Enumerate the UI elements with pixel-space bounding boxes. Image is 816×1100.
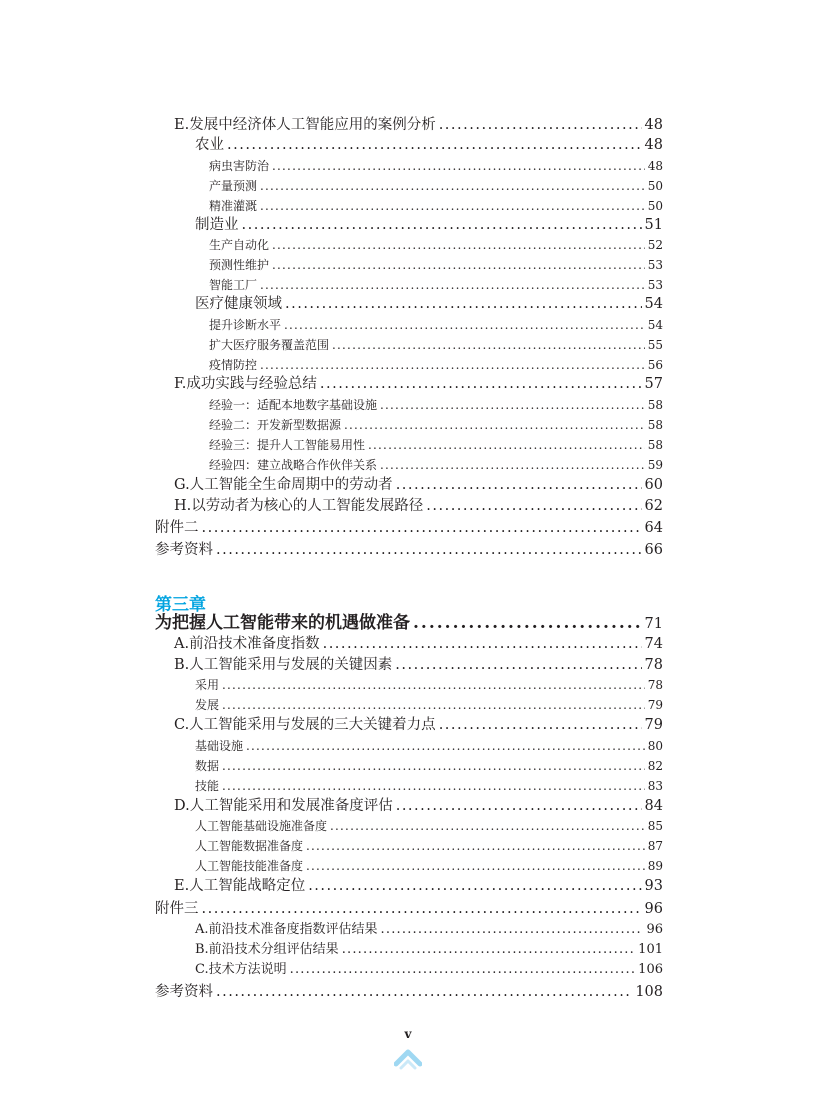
toc-entry-title: E.人工智能战略定位: [174, 878, 306, 894]
toc-leader: [342, 942, 635, 958]
toc-entry[interactable]: [195, 678, 663, 692]
chapter-title-entry[interactable]: [155, 613, 663, 633]
toc-entry-page: 58: [647, 438, 663, 452]
toc-entry[interactable]: [155, 542, 663, 559]
toc-entry[interactable]: [195, 217, 663, 234]
toc-leader: [368, 438, 645, 452]
toc-entry-page: 82: [647, 759, 663, 773]
toc-entry-page: 58: [647, 418, 663, 432]
toc-entry-title: 基础设施: [195, 739, 244, 753]
toc-entry-page: 108: [635, 984, 663, 1000]
toc-entry-page: 89: [647, 859, 663, 873]
toc-leader: [439, 717, 642, 734]
toc-entry-page: 74: [644, 636, 663, 652]
chapter-title: 为把握人工智能带来的机遇做准备: [155, 613, 410, 633]
toc-entry-title: C.人工智能采用与发展的三大关键着力点: [174, 717, 436, 733]
toc-leader: [284, 318, 645, 332]
toc-entry-title: 智能工厂: [209, 278, 258, 292]
toc-leader: [285, 296, 642, 313]
toc-entry[interactable]: [209, 458, 663, 472]
toc-entry[interactable]: [174, 636, 663, 653]
toc-leader: [242, 217, 642, 234]
toc-leader: [320, 376, 642, 393]
toc-entry-page: 84: [644, 798, 663, 814]
toc-entry-title: 扩大医疗服务覆盖范围: [209, 338, 330, 352]
toc-entry[interactable]: [155, 901, 663, 918]
toc-leader: [413, 613, 642, 633]
toc-entry-page: 62: [644, 498, 663, 514]
toc-entry-page: 55: [647, 338, 663, 352]
toc-entry-title: 发展: [195, 698, 220, 712]
toc-leader: [330, 819, 645, 833]
toc-entry-title: 附件三: [155, 901, 199, 917]
toc-entry-title: A.前沿技术准备度指数评估结果: [195, 922, 378, 937]
toc-entry-title: 农业: [195, 137, 224, 153]
toc-entry[interactable]: [174, 878, 663, 895]
toc-leader: [426, 498, 641, 515]
toc-entry[interactable]: [209, 159, 663, 173]
toc-leader: [202, 520, 642, 537]
toc-leader: [216, 542, 642, 559]
toc-entry-page: 80: [647, 739, 663, 753]
toc-leader: [396, 477, 642, 494]
toc-entry-title: 数据: [195, 759, 220, 773]
toc-entry-page: 54: [647, 318, 663, 332]
toc-entry-title: B.前沿技术分组评估结果: [195, 942, 339, 957]
toc-entry-page: 56: [647, 358, 663, 372]
toc-entry[interactable]: [209, 278, 663, 292]
toc-entry-title: 制造业: [195, 217, 239, 233]
page-number: v: [404, 1027, 412, 1041]
toc-leader: [344, 418, 645, 432]
toc-leader: [216, 984, 632, 1001]
toc-entry[interactable]: [195, 859, 663, 873]
toc-entry[interactable]: [195, 739, 663, 753]
toc-entry-title: 疫情防控: [209, 358, 258, 372]
toc-leader: [260, 199, 645, 213]
toc-leader: [260, 179, 645, 193]
toc-entry-page: 106: [638, 962, 663, 977]
toc-entry-title: 附件二: [155, 520, 199, 536]
toc-entry-page: 58: [647, 398, 663, 412]
toc-entry-title: 人工智能基础设施准备度: [195, 819, 328, 833]
toc-entry-page: 93: [644, 878, 663, 894]
toc-leader: [290, 962, 636, 978]
toc-entry[interactable]: [195, 839, 663, 853]
toc-entry-page: 53: [647, 278, 663, 292]
toc-entry-page: 51: [644, 217, 663, 233]
toc-entry[interactable]: [174, 477, 663, 494]
toc-entry[interactable]: [174, 498, 663, 515]
toc-entry-title: 生产自动化: [209, 238, 270, 252]
toc-entry-title: 病虫害防治: [209, 159, 270, 173]
toc-entry[interactable]: [195, 962, 663, 978]
toc-entry[interactable]: [209, 438, 663, 452]
toc-leader: [332, 338, 645, 352]
toc-entry[interactable]: [195, 296, 663, 313]
toc-leader: [260, 278, 645, 292]
toc-entry-page: 78: [644, 657, 663, 673]
toc-entry-page: 57: [644, 376, 663, 392]
toc-entry-page: 66: [644, 542, 663, 558]
toc-entry[interactable]: [174, 717, 663, 734]
toc-entry-title: 采用: [195, 678, 220, 692]
toc-entry-page: 79: [647, 698, 663, 712]
toc-leader: [272, 258, 645, 272]
toc-entry-title: 经验四：建立战略合作伙伴关系: [209, 458, 378, 472]
toc-entry-page: 60: [644, 477, 663, 493]
toc-entry-page: 85: [647, 819, 663, 833]
toc-leader: [222, 698, 645, 712]
toc-leader: [380, 458, 645, 472]
toc-leader: [222, 759, 645, 773]
toc-entry[interactable]: [209, 358, 663, 372]
toc-entry[interactable]: [195, 779, 663, 793]
toc-leader: [260, 358, 645, 372]
toc-leader: [396, 798, 642, 815]
chapter-label: 第三章: [155, 595, 206, 615]
toc-entry-page: 52: [647, 238, 663, 252]
toc-entry-title: F.成功实践与经验总结: [174, 376, 317, 392]
toc-leader: [306, 859, 645, 873]
toc-entry-page: 48: [644, 137, 663, 153]
toc-leader: [439, 117, 642, 134]
toc-leader: [381, 922, 644, 938]
toc-entry[interactable]: [209, 258, 663, 272]
toc-entry-page: 71: [644, 616, 663, 632]
toc-leader: [272, 159, 645, 173]
toc-entry-page: 54: [644, 296, 663, 312]
toc-entry-title: 技能: [195, 779, 220, 793]
toc-leader: [380, 398, 645, 412]
toc-entry-page: 79: [644, 717, 663, 733]
toc-entry-page: 87: [647, 839, 663, 853]
toc-leader: [395, 657, 641, 674]
toc-entry-page: 48: [647, 159, 663, 173]
toc-entry-title: A.前沿技术准备度指数: [174, 636, 320, 652]
toc-entry-page: 101: [638, 942, 663, 957]
toc-entry-page: 59: [647, 458, 663, 472]
toc-entry-page: 50: [647, 179, 663, 193]
toc-leader: [306, 839, 645, 853]
toc-leader: [227, 137, 642, 154]
toc-entry-title: E.发展中经济体人工智能应用的案例分析: [174, 117, 436, 133]
toc-entry-page: 48: [644, 117, 663, 133]
toc-entry-title: 人工智能数据准备度: [195, 839, 304, 853]
toc-entry[interactable]: [209, 418, 663, 432]
toc-entry-title: 提升诊断水平: [209, 318, 282, 332]
toc-entry-title: 精准灌溉: [209, 199, 258, 213]
toc-entry[interactable]: [209, 318, 663, 332]
toc-entry-title: G.人工智能全生命周期中的劳动者: [174, 477, 393, 493]
toc-entry[interactable]: [209, 398, 663, 412]
toc-entry-page: 53: [647, 258, 663, 272]
chevron-up-icon[interactable]: [394, 1046, 422, 1070]
toc-entry-title: B.人工智能采用与发展的关键因素: [174, 657, 393, 673]
toc-leader: [246, 739, 645, 753]
toc-entry[interactable]: [195, 698, 663, 712]
toc-entry[interactable]: [174, 117, 663, 134]
toc-leader: [308, 878, 641, 895]
toc-entry-title: 医疗健康领域: [195, 296, 282, 312]
toc-entry[interactable]: [195, 819, 663, 833]
toc-entry[interactable]: [195, 137, 663, 154]
toc-entry-page: 96: [644, 901, 663, 917]
toc-entry-title: 经验二：开发新型数据源: [209, 418, 342, 432]
toc-entry-title: D.人工智能采用和发展准备度评估: [174, 798, 393, 814]
toc-entry-title: 经验一：适配本地数字基础设施: [209, 398, 378, 412]
toc-entry-title: 参考资料: [155, 542, 213, 558]
toc-entry[interactable]: [195, 942, 663, 958]
toc-leader: [222, 779, 645, 793]
toc-entry-title: 人工智能技能准备度: [195, 859, 304, 873]
toc-entry[interactable]: [209, 199, 663, 213]
toc-entry-page: 78: [647, 678, 663, 692]
toc-entry-page: 50: [647, 199, 663, 213]
toc-entry-title: 参考资料: [155, 984, 213, 1000]
toc-leader: [222, 678, 645, 692]
toc-entry[interactable]: [155, 520, 663, 537]
toc-entry[interactable]: [209, 338, 663, 352]
toc-leader: [202, 901, 642, 918]
toc-entry[interactable]: [209, 179, 663, 193]
toc-entry[interactable]: [209, 238, 663, 252]
toc-entry-title: 产量预测: [209, 179, 258, 193]
toc-entry[interactable]: [174, 798, 663, 815]
toc-entry-page: 83: [647, 779, 663, 793]
toc-leader: [323, 636, 642, 653]
toc-entry[interactable]: [155, 984, 663, 1001]
toc-entry[interactable]: [174, 376, 663, 393]
toc-entry-title: H.以劳动者为核心的人工智能发展路径: [174, 498, 424, 514]
toc-entry-title: 经验三：提升人工智能易用性: [209, 438, 366, 452]
toc-entry-title: 预测性维护: [209, 258, 270, 272]
toc-entry[interactable]: [195, 759, 663, 773]
toc-entry-page: 96: [646, 922, 663, 937]
toc-entry-page: 64: [644, 520, 663, 536]
toc-leader: [272, 238, 645, 252]
toc-entry[interactable]: [174, 657, 663, 674]
toc-entry[interactable]: [195, 922, 663, 938]
toc-entry-title: C.技术方法说明: [195, 962, 287, 977]
